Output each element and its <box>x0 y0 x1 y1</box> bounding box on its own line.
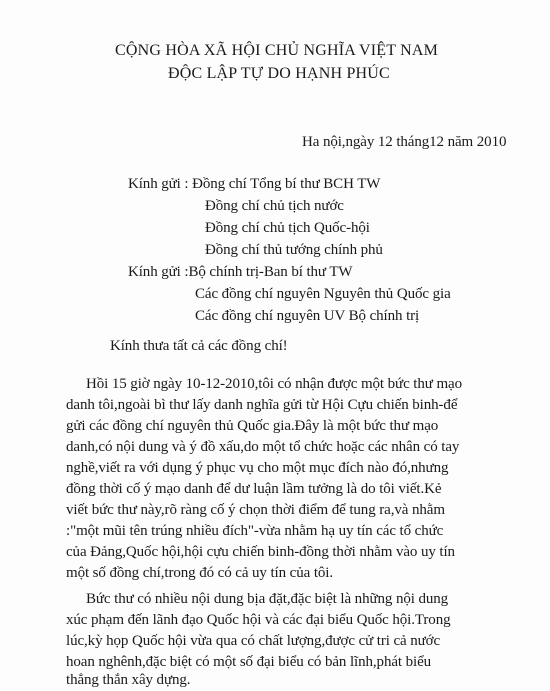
recipient-line: Đồng chí chủ tịch Quốc-hội <box>205 220 370 236</box>
national-title: CỘNG HÒA XÃ HỘI CHỦ NGHĨA VIỆT NAM <box>115 42 439 59</box>
recipient-line: Các đồng chí nguyên UV Bộ chính trị <box>195 308 420 324</box>
recipient-line: Các đồng chí nguyên Nguyên thủ Quốc gia <box>195 286 451 302</box>
paragraph-line: Bức thư có nhiều nội dung bịa đặt,đặc biệt là những nội dung <box>86 591 449 607</box>
paragraph-line: danh tôi,ngoài bì thư lấy danh nghĩa gửi từ Hội Cựu chiến binh-để <box>66 397 458 413</box>
salutation: Kính thưa tất cả các đồng chí! <box>110 338 288 354</box>
recipient-line: Kính gửi :Bộ chính trị-Ban bí thư TW <box>128 264 353 280</box>
paragraph-line: xúc phạm đến lãnh đạo Quốc hội và các đại biểu Quốc hội.Trong <box>66 612 451 628</box>
paragraph-line: đồng thời cố ý mạo danh để dư luận lầm tưởng là do tôi viết.Kẻ <box>66 481 442 497</box>
paragraph-line: hoan nghênh,đặc biệt có một số đại biểu có bản lĩnh,phát biểu <box>66 654 432 670</box>
paragraph-line: :"một mũi tên trúng nhiều đích"-vừa nhằm hạ uy tín các tổ chức <box>66 523 444 539</box>
paragraph-line: nghề,viết ra với dụng ý phục vụ cho một mục đích nào đó,nhưng <box>66 460 449 476</box>
recipient-line: Đồng chí chủ tịch nước <box>205 198 344 214</box>
national-motto: ĐỘC LẬP TỰ DO HẠNH PHÚC <box>168 65 390 82</box>
paragraph-line: của Đảng,Quốc hội,hội cựu chiến binh-đồng thời nhằm vào uy tín <box>66 544 455 560</box>
paragraph-line: viết bức thư này,rõ ràng cố ý chọn thời điểm để tung ra,và nhằm <box>66 502 445 518</box>
paragraph-line: danh,có nội dung và ý đồ xấu,do một tổ chức hoặc các nhân có tay <box>66 439 460 455</box>
paragraph-line: lúc,kỳ họp Quốc hội vừa qua có chất lượng,được cử tri cả nước <box>66 633 441 649</box>
recipient-line: Đồng chí thủ tướng chính phủ <box>205 242 383 258</box>
paragraph-line: Hồi 15 giờ ngày 10-12-2010,tôi có nhận được một bức thư mạo <box>86 376 462 392</box>
paragraph-line: thẳng thắn xây dựng. <box>66 672 191 688</box>
paragraph-line: một số đồng chí,trong đó có cả uy tín của tôi. <box>66 565 334 581</box>
recipient-line: Kính gửi : Đồng chí Tổng bí thư BCH TW <box>128 176 381 192</box>
date-line: Ha nội,ngày 12 tháng12 năm 2010 <box>302 134 507 150</box>
paragraph-line: gửi các đồng chí nguyên thủ Quốc gia.Đây là một bức thư mạo <box>66 418 439 434</box>
